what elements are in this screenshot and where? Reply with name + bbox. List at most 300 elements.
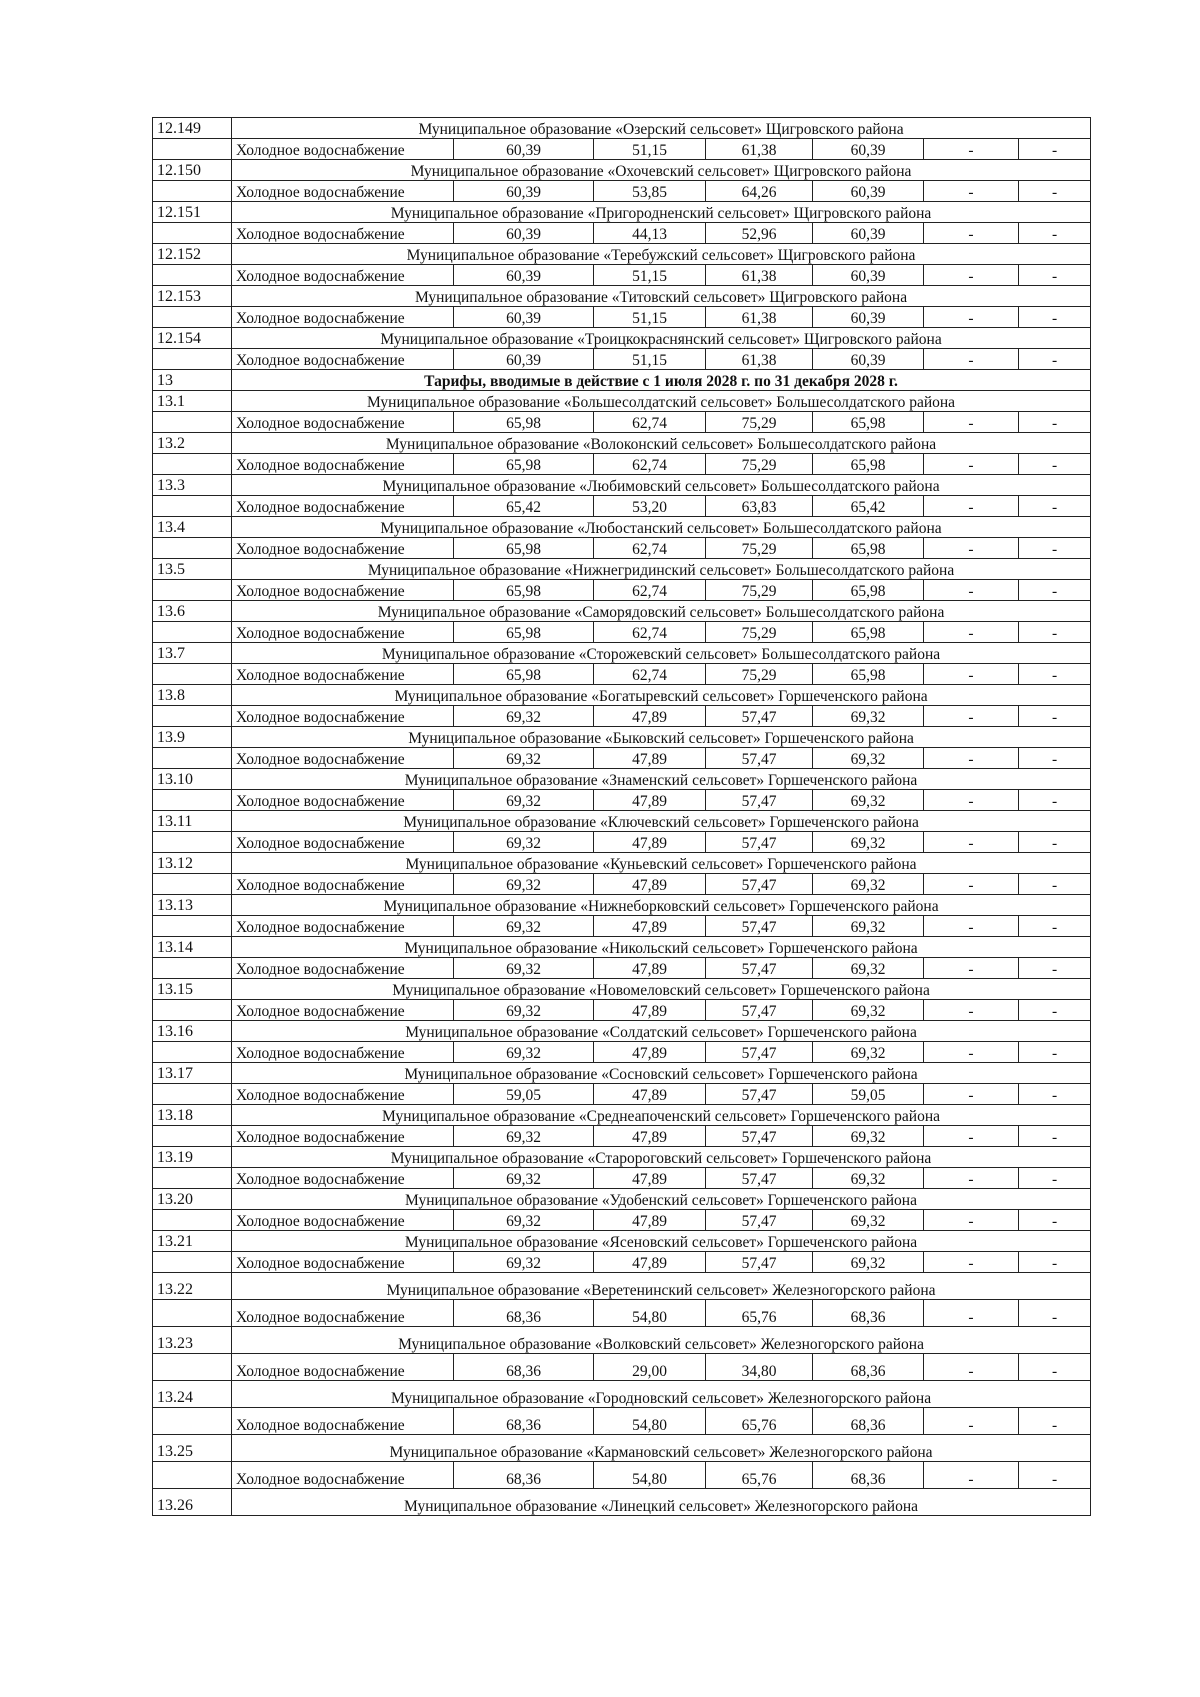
municipality-title: Муниципальное образование «Городновский сельсовет» Железногорского района (232, 1381, 1091, 1408)
row-number-empty (153, 1000, 232, 1021)
tariff-value-6: - (1019, 1084, 1091, 1105)
tariff-value-3: 57,47 (706, 1000, 813, 1021)
row-number: 13.23 (153, 1327, 232, 1354)
service-name: Холодное водоснабжение (232, 874, 454, 895)
tariff-row (153, 1000, 1091, 1021)
row-number-empty (153, 139, 232, 160)
tariff-row (153, 1354, 1091, 1381)
municipality-header-row (153, 391, 1091, 412)
tariff-value-4: 60,39 (813, 307, 924, 328)
tariff-value-3: 75,29 (706, 664, 813, 685)
municipality-header-row (153, 244, 1091, 265)
row-number: 13.13 (153, 895, 232, 916)
tariff-value-6: - (1019, 454, 1091, 475)
tariff-value-1: 60,39 (454, 223, 594, 244)
tariff-value-6: - (1019, 1042, 1091, 1063)
row-number-empty (153, 790, 232, 811)
municipality-title: Муниципальное образование «Нижнеборковский сельсовет» Горшеченского района (232, 895, 1091, 916)
tariff-value-2: 51,15 (594, 139, 706, 160)
municipality-title: Муниципальное образование «Саморядовский сельсовет» Большесолдатского района (232, 601, 1091, 622)
tariff-value-6: - (1019, 1210, 1091, 1231)
municipality-title: Муниципальное образование «Сосновский сельсовет» Горшеченского района (232, 1063, 1091, 1084)
municipality-title: Муниципальное образование «Старороговский сельсовет» Горшеченского района (232, 1147, 1091, 1168)
tariff-value-1: 60,39 (454, 181, 594, 202)
row-number-empty (153, 1126, 232, 1147)
tariff-value-4: 60,39 (813, 223, 924, 244)
tariff-value-5: - (924, 1042, 1019, 1063)
tariff-value-6: - (1019, 1462, 1091, 1489)
tariff-value-3: 61,38 (706, 265, 813, 286)
municipality-title: Муниципальное образование «Новомеловский сельсовет» Горшеченского района (232, 979, 1091, 1000)
municipality-header-row (153, 685, 1091, 706)
tariff-value-2: 44,13 (594, 223, 706, 244)
service-name: Холодное водоснабжение (232, 580, 454, 601)
row-number-empty (153, 622, 232, 643)
tariff-value-4: 69,32 (813, 874, 924, 895)
row-number: 13.5 (153, 559, 232, 580)
tariff-value-2: 53,20 (594, 496, 706, 517)
tariff-value-5: - (924, 496, 1019, 517)
service-name: Холодное водоснабжение (232, 265, 454, 286)
tariff-value-6: - (1019, 1300, 1091, 1327)
tariff-value-6: - (1019, 916, 1091, 937)
service-name: Холодное водоснабжение (232, 748, 454, 769)
tariff-value-1: 69,32 (454, 706, 594, 727)
tariff-value-5: - (924, 622, 1019, 643)
tariff-value-4: 68,36 (813, 1354, 924, 1381)
tariff-value-1: 69,32 (454, 790, 594, 811)
tariff-value-3: 57,47 (706, 916, 813, 937)
tariff-row (153, 664, 1091, 685)
municipality-title: Муниципальное образование «Линецкий сельсовет» Железногорского района (232, 1489, 1091, 1516)
tariff-row (153, 538, 1091, 559)
tariff-value-1: 65,42 (454, 496, 594, 517)
municipality-header-row (153, 160, 1091, 181)
tariff-value-2: 47,89 (594, 1252, 706, 1273)
row-number: 13.1 (153, 391, 232, 412)
tariff-row (153, 832, 1091, 853)
row-number: 13.24 (153, 1381, 232, 1408)
tariff-value-3: 65,76 (706, 1462, 813, 1489)
tariff-value-6: - (1019, 664, 1091, 685)
tariff-value-1: 65,98 (454, 622, 594, 643)
row-number-empty (153, 916, 232, 937)
tariff-value-2: 47,89 (594, 958, 706, 979)
municipality-title: Муниципальное образование «Пригородненский сельсовет» Щигровского района (232, 202, 1091, 223)
row-number: 13.6 (153, 601, 232, 622)
municipality-header-row (153, 601, 1091, 622)
municipality-header-row (153, 1381, 1091, 1408)
municipality-header-row (153, 202, 1091, 223)
tariff-value-6: - (1019, 790, 1091, 811)
tariff-row (153, 1252, 1091, 1273)
tariff-value-4: 65,98 (813, 580, 924, 601)
municipality-header-row (153, 727, 1091, 748)
tariff-row (153, 307, 1091, 328)
tariff-value-1: 68,36 (454, 1354, 594, 1381)
tariff-value-5: - (924, 1126, 1019, 1147)
tariff-value-6: - (1019, 874, 1091, 895)
tariff-value-3: 75,29 (706, 412, 813, 433)
tariff-value-6: - (1019, 958, 1091, 979)
tariff-value-5: - (924, 664, 1019, 685)
municipality-header-row (153, 853, 1091, 874)
tariff-value-3: 34,80 (706, 1354, 813, 1381)
tariff-value-3: 65,76 (706, 1408, 813, 1435)
tariff-value-1: 69,32 (454, 1210, 594, 1231)
row-number-empty (153, 706, 232, 727)
tariff-value-5: - (924, 412, 1019, 433)
tariff-value-4: 69,32 (813, 1252, 924, 1273)
tariff-row (153, 223, 1091, 244)
tariff-value-6: - (1019, 1168, 1091, 1189)
tariff-value-1: 60,39 (454, 307, 594, 328)
tariff-row (153, 1408, 1091, 1435)
row-number-empty (153, 265, 232, 286)
row-number-empty (153, 748, 232, 769)
tariff-value-6: - (1019, 538, 1091, 559)
tariff-value-4: 68,36 (813, 1462, 924, 1489)
tariff-row (153, 349, 1091, 370)
tariff-value-1: 69,32 (454, 748, 594, 769)
tariff-value-5: - (924, 1000, 1019, 1021)
tariff-value-1: 60,39 (454, 139, 594, 160)
row-number-empty (153, 580, 232, 601)
row-number: 13.11 (153, 811, 232, 832)
service-name: Холодное водоснабжение (232, 958, 454, 979)
tariff-value-2: 47,89 (594, 1084, 706, 1105)
row-number-empty (153, 958, 232, 979)
row-number: 12.154 (153, 328, 232, 349)
tariff-value-5: - (924, 748, 1019, 769)
row-number-empty (153, 874, 232, 895)
municipality-header-row (153, 1231, 1091, 1252)
row-number: 13.21 (153, 1231, 232, 1252)
service-name: Холодное водоснабжение (232, 790, 454, 811)
service-name: Холодное водоснабжение (232, 916, 454, 937)
tariff-value-6: - (1019, 307, 1091, 328)
tariff-value-4: 69,32 (813, 916, 924, 937)
service-name: Холодное водоснабжение (232, 496, 454, 517)
tariff-value-6: - (1019, 1252, 1091, 1273)
tariff-value-4: 69,32 (813, 706, 924, 727)
tariff-row (153, 1168, 1091, 1189)
tariff-value-3: 75,29 (706, 622, 813, 643)
tariff-row (153, 1462, 1091, 1489)
municipality-title: Муниципальное образование «Озерский сельсовет» Щигровского района (232, 118, 1091, 139)
tariff-value-4: 68,36 (813, 1408, 924, 1435)
tariff-value-3: 52,96 (706, 223, 813, 244)
tariff-value-6: - (1019, 622, 1091, 643)
tariff-value-4: 69,32 (813, 790, 924, 811)
row-number: 13.16 (153, 1021, 232, 1042)
row-number: 13.26 (153, 1489, 232, 1516)
tariff-value-2: 47,89 (594, 916, 706, 937)
tariff-value-6: - (1019, 139, 1091, 160)
tariff-value-5: - (924, 349, 1019, 370)
row-number: 13.7 (153, 643, 232, 664)
section-title: Тарифы, вводимые в действие с 1 июля 2028 г. по 31 декабря 2028 г. (232, 370, 1091, 391)
tariff-value-4: 60,39 (813, 181, 924, 202)
tariff-value-1: 69,32 (454, 832, 594, 853)
tariff-value-3: 57,47 (706, 1042, 813, 1063)
tariff-value-6: - (1019, 349, 1091, 370)
service-name: Холодное водоснабжение (232, 1042, 454, 1063)
tariff-value-5: - (924, 874, 1019, 895)
tariff-value-4: 59,05 (813, 1084, 924, 1105)
tariff-table (152, 117, 1091, 1516)
municipality-header-row (153, 1273, 1091, 1300)
tariff-value-4: 65,98 (813, 538, 924, 559)
service-name: Холодное водоснабжение (232, 1084, 454, 1105)
tariff-value-5: - (924, 1408, 1019, 1435)
municipality-title: Муниципальное образование «Сторожевский сельсовет» Большесолдатского района (232, 643, 1091, 664)
municipality-title: Муниципальное образование «Нижнегридинский сельсовет» Большесолдатского района (232, 559, 1091, 580)
tariff-value-3: 57,47 (706, 1126, 813, 1147)
municipality-header-row (153, 1489, 1091, 1516)
tariff-value-3: 61,38 (706, 139, 813, 160)
tariff-value-2: 47,89 (594, 790, 706, 811)
municipality-title: Муниципальное образование «Куньевский сельсовет» Горшеченского района (232, 853, 1091, 874)
tariff-value-6: - (1019, 496, 1091, 517)
tariff-value-2: 62,74 (594, 454, 706, 475)
tariff-value-5: - (924, 1462, 1019, 1489)
tariff-value-6: - (1019, 706, 1091, 727)
service-name: Холодное водоснабжение (232, 223, 454, 244)
municipality-header-row (153, 1063, 1091, 1084)
tariff-value-1: 60,39 (454, 265, 594, 286)
tariff-value-1: 65,98 (454, 538, 594, 559)
tariff-value-2: 47,89 (594, 1000, 706, 1021)
tariff-value-4: 69,32 (813, 748, 924, 769)
row-number-empty (153, 1210, 232, 1231)
tariff-value-3: 65,76 (706, 1300, 813, 1327)
municipality-header-row (153, 937, 1091, 958)
tariff-value-4: 65,98 (813, 622, 924, 643)
tariff-value-5: - (924, 1354, 1019, 1381)
tariff-value-1: 69,32 (454, 1252, 594, 1273)
municipality-header-row (153, 517, 1091, 538)
tariff-value-6: - (1019, 580, 1091, 601)
tariff-value-1: 69,32 (454, 874, 594, 895)
row-number-empty (153, 1408, 232, 1435)
tariff-row (153, 580, 1091, 601)
tariff-row (153, 139, 1091, 160)
row-number: 13.20 (153, 1189, 232, 1210)
tariff-row (153, 958, 1091, 979)
municipality-title: Муниципальное образование «Титовский сельсовет» Щигровского района (232, 286, 1091, 307)
tariff-value-1: 60,39 (454, 349, 594, 370)
municipality-title: Муниципальное образование «Теребужский сельсовет» Щигровского района (232, 244, 1091, 265)
tariff-value-3: 57,47 (706, 706, 813, 727)
tariff-value-4: 65,42 (813, 496, 924, 517)
tariff-value-2: 51,15 (594, 349, 706, 370)
municipality-title: Муниципальное образование «Кармановский сельсовет» Железногорского района (232, 1435, 1091, 1462)
tariff-value-4: 69,32 (813, 1042, 924, 1063)
tariff-value-3: 57,47 (706, 1252, 813, 1273)
tariff-row (153, 181, 1091, 202)
tariff-value-4: 60,39 (813, 349, 924, 370)
tariff-rows (153, 118, 1091, 1516)
tariff-value-5: - (924, 181, 1019, 202)
service-name: Холодное водоснабжение (232, 349, 454, 370)
municipality-header-row (153, 1021, 1091, 1042)
tariff-value-6: - (1019, 748, 1091, 769)
tariff-value-1: 65,98 (454, 580, 594, 601)
row-number-empty (153, 832, 232, 853)
municipality-header-row (153, 475, 1091, 496)
row-number: 13.17 (153, 1063, 232, 1084)
service-name: Холодное водоснабжение (232, 1210, 454, 1231)
service-name: Холодное водоснабжение (232, 1408, 454, 1435)
tariff-value-1: 69,32 (454, 1126, 594, 1147)
row-number-empty (153, 181, 232, 202)
tariff-value-2: 47,89 (594, 1168, 706, 1189)
tariff-value-1: 69,32 (454, 916, 594, 937)
municipality-header-row (153, 328, 1091, 349)
tariff-row (153, 496, 1091, 517)
tariff-value-5: - (924, 538, 1019, 559)
municipality-header-row (153, 1435, 1091, 1462)
municipality-header-row (153, 769, 1091, 790)
tariff-row (153, 706, 1091, 727)
tariff-value-3: 64,26 (706, 181, 813, 202)
tariff-value-3: 57,47 (706, 1168, 813, 1189)
tariff-value-2: 54,80 (594, 1462, 706, 1489)
row-number: 12.153 (153, 286, 232, 307)
tariff-value-2: 62,74 (594, 622, 706, 643)
service-name: Холодное водоснабжение (232, 622, 454, 643)
tariff-value-2: 54,80 (594, 1408, 706, 1435)
tariff-value-5: - (924, 1300, 1019, 1327)
tariff-value-4: 60,39 (813, 139, 924, 160)
municipality-header-row (153, 286, 1091, 307)
tariff-value-4: 69,32 (813, 1210, 924, 1231)
row-number-empty (153, 223, 232, 244)
service-name: Холодное водоснабжение (232, 1168, 454, 1189)
tariff-value-5: - (924, 1168, 1019, 1189)
tariff-row (153, 412, 1091, 433)
tariff-value-4: 69,32 (813, 1000, 924, 1021)
tariff-value-1: 69,32 (454, 1168, 594, 1189)
row-number-empty (153, 496, 232, 517)
tariff-value-2: 51,15 (594, 307, 706, 328)
row-number-empty (153, 454, 232, 475)
row-number: 13.4 (153, 517, 232, 538)
tariff-value-3: 57,47 (706, 1084, 813, 1105)
tariff-value-5: - (924, 958, 1019, 979)
tariff-value-5: - (924, 454, 1019, 475)
tariff-row (153, 748, 1091, 769)
tariff-value-5: - (924, 139, 1019, 160)
municipality-title: Муниципальное образование «Среднеапоченский сельсовет» Горшеченского района (232, 1105, 1091, 1126)
tariff-value-2: 54,80 (594, 1300, 706, 1327)
section-header-row (153, 370, 1091, 391)
service-name: Холодное водоснабжение (232, 1354, 454, 1381)
municipality-header-row (153, 1189, 1091, 1210)
tariff-value-1: 68,36 (454, 1300, 594, 1327)
row-number-empty (153, 538, 232, 559)
municipality-header-row (153, 979, 1091, 1000)
tariff-value-3: 75,29 (706, 454, 813, 475)
row-number: 12.150 (153, 160, 232, 181)
municipality-title: Муниципальное образование «Богатыревский сельсовет» Горшеченского района (232, 685, 1091, 706)
municipality-title: Муниципальное образование «Удобенский сельсовет» Горшеченского района (232, 1189, 1091, 1210)
row-number-empty (153, 307, 232, 328)
tariff-value-1: 65,98 (454, 664, 594, 685)
municipality-header-row (153, 1147, 1091, 1168)
municipality-header-row (153, 559, 1091, 580)
service-name: Холодное водоснабжение (232, 706, 454, 727)
tariff-value-3: 57,47 (706, 790, 813, 811)
service-name: Холодное водоснабжение (232, 1300, 454, 1327)
service-name: Холодное водоснабжение (232, 1252, 454, 1273)
tariff-value-2: 62,74 (594, 412, 706, 433)
tariff-value-6: - (1019, 1408, 1091, 1435)
tariff-row (153, 454, 1091, 475)
municipality-title: Муниципальное образование «Охочевский сельсовет» Щигровского района (232, 160, 1091, 181)
tariff-value-3: 75,29 (706, 538, 813, 559)
row-number-empty (153, 1252, 232, 1273)
tariff-value-1: 69,32 (454, 1042, 594, 1063)
tariff-value-5: - (924, 223, 1019, 244)
row-number-empty (153, 664, 232, 685)
tariff-value-5: - (924, 832, 1019, 853)
tariff-value-4: 65,98 (813, 664, 924, 685)
row-number-empty (153, 1084, 232, 1105)
tariff-row (153, 790, 1091, 811)
municipality-title: Муниципальное образование «Никольский сельсовет» Горшеченского района (232, 937, 1091, 958)
tariff-value-5: - (924, 1252, 1019, 1273)
tariff-value-5: - (924, 307, 1019, 328)
row-number: 13.19 (153, 1147, 232, 1168)
municipality-title: Муниципальное образование «Ясеновский сельсовет» Горшеченского района (232, 1231, 1091, 1252)
tariff-value-3: 63,83 (706, 496, 813, 517)
municipality-title: Муниципальное образование «Волковский сельсовет» Железногорского района (232, 1327, 1091, 1354)
tariff-row (153, 1084, 1091, 1105)
tariff-value-5: - (924, 1084, 1019, 1105)
municipality-title: Муниципальное образование «Троицкокраснянский сельсовет» Щигровского района (232, 328, 1091, 349)
row-number: 12.149 (153, 118, 232, 139)
service-name: Холодное водоснабжение (232, 139, 454, 160)
tariff-value-3: 61,38 (706, 307, 813, 328)
municipality-header-row (153, 433, 1091, 454)
municipality-title: Муниципальное образование «Ключевский сельсовет» Горшеченского района (232, 811, 1091, 832)
service-name: Холодное водоснабжение (232, 454, 454, 475)
tariff-value-5: - (924, 265, 1019, 286)
tariff-value-1: 69,32 (454, 1000, 594, 1021)
tariff-value-4: 69,32 (813, 958, 924, 979)
row-number: 13.15 (153, 979, 232, 1000)
tariff-value-3: 61,38 (706, 349, 813, 370)
municipality-title: Муниципальное образование «Знаменский сельсовет» Горшеченского района (232, 769, 1091, 790)
row-number-empty (153, 1042, 232, 1063)
tariff-value-1: 59,05 (454, 1084, 594, 1105)
tariff-value-2: 47,89 (594, 874, 706, 895)
row-number: 12.152 (153, 244, 232, 265)
service-name: Холодное водоснабжение (232, 181, 454, 202)
tariff-value-6: - (1019, 1000, 1091, 1021)
tariff-value-2: 47,89 (594, 1042, 706, 1063)
tariff-row (153, 265, 1091, 286)
row-number: 13.25 (153, 1435, 232, 1462)
municipality-header-row (153, 895, 1091, 916)
tariff-value-3: 57,47 (706, 748, 813, 769)
municipality-header-row (153, 811, 1091, 832)
tariff-value-2: 47,89 (594, 1210, 706, 1231)
municipality-title: Муниципальное образование «Веретенинский сельсовет» Железногорского района (232, 1273, 1091, 1300)
tariff-value-4: 65,98 (813, 412, 924, 433)
